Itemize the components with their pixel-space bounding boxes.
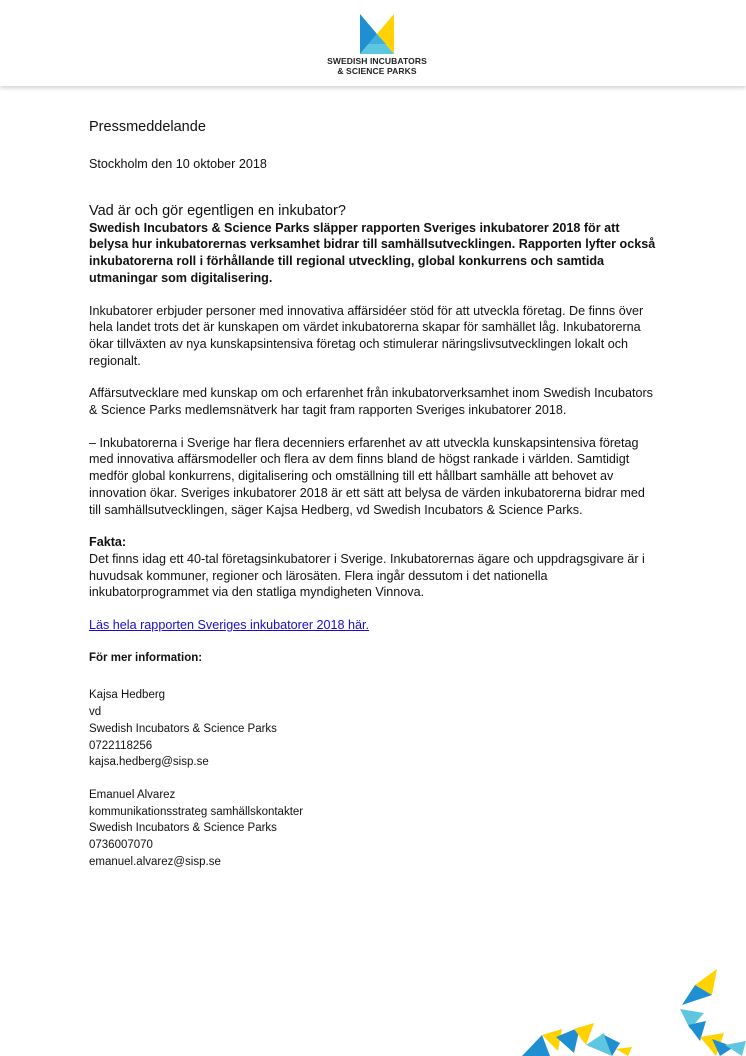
logo-line-2: & SCIENCE PARKS (337, 66, 417, 76)
headline: Vad är och gör egentligen en inkubator? (89, 202, 346, 219)
press-release-body (89, 118, 659, 871)
body-paragraph-2: Affärsutvecklare med kunskap om och erfarenhet från inkubatorverksamhet inom Swedish Incubators & Science Parks medlemsnätverk har tagit fram rapporten Sveriges inkubatorer 2018. (89, 386, 653, 418)
contact-email[interactable]: kajsa.hedberg@sisp.se (89, 756, 209, 769)
contact-name: Emanuel Alvarez (89, 788, 176, 801)
contact-org: Swedish Incubators & Science Parks (89, 722, 277, 735)
logo-line-1: SWEDISH INCUBATORS (327, 56, 427, 66)
quote-paragraph: – Inkubatorerna i Sverige har flera decenniers erfarenhet av att utveckla kunskapsintensiva företag med innovativa affärsmodeller och flera av dem finns bland de högst rankade i världen. Samtidigt medför global konkurrens, digitalisering och omställning till ett hållbart samhälle att behovet av innovation ökar. Sveriges inkubatorer 2018 är ett sätt att belysa de värden inkubatorerna bidrar med till samhällsutvecklingen, säger Kajsa Hedberg, vd Swedish Incubators & Science Parks. (89, 435, 645, 517)
page-header (0, 0, 746, 86)
contact-card-1 (89, 687, 659, 771)
info-heading: För mer information: (89, 651, 203, 664)
decorative-triangles-icon (520, 965, 746, 1056)
contact-name: Kajsa Hedberg (89, 689, 166, 702)
sisp-logo-mark-icon (360, 14, 394, 54)
body-paragraph-1: Inkubatorer erbjuder personer med innovativa affärsidéer stöd för att utveckla företag. De finns över hela landet trots det är kunskapen om värdet inkubatorerna skapar för samhället låg. Inkubatorerna ökar tillväxten av nya kunskapsintensiva företag och stimulerar näringslivsutvecklingen lokalt och regionalt. (89, 303, 644, 368)
contact-phone: 0736007070 (89, 839, 153, 852)
fakta-text: Det finns idag ett 40-tal företagsinkubatorer i Sverige. Inkubatorernas ägare och uppdragsgivare är i huvudsak kommuner, regioner och lärosäten. Flera ingår dessutom i det nationella inkubatorprogrammet via den statliga myndigheten Vinnova. (89, 551, 645, 600)
contact-email[interactable]: emanuel.alvarez@sisp.se (89, 855, 221, 868)
contact-card-2 (89, 787, 659, 871)
contact-role: kommunikationsstrateg samhällskontakter (89, 805, 304, 818)
document-type: Pressmeddelande (89, 119, 206, 135)
report-link[interactable]: Läs hela rapporten Sveriges inkubatorer 2018 här. (89, 618, 370, 633)
fakta-heading: Fakta: (89, 535, 127, 550)
contact-phone: 0722118256 (89, 739, 153, 752)
contact-org: Swedish Incubators & Science Parks (89, 822, 277, 835)
sisp-logo (325, 14, 435, 80)
lead-paragraph: Swedish Incubators & Science Parks släpper rapporten Sveriges inkubatorer 2018 för att belysa hur inkubatorernas verksamhet bidrar till samhällsutvecklingen. Rapporten lyfter också inkubatorerna roll i förhållande till regional utveckling, global konkurrens och samtida utmaningar som digitalisering. (89, 220, 656, 285)
dateline: Stockholm den 10 oktober 2018 (89, 157, 267, 171)
contact-role: vd (89, 706, 102, 719)
